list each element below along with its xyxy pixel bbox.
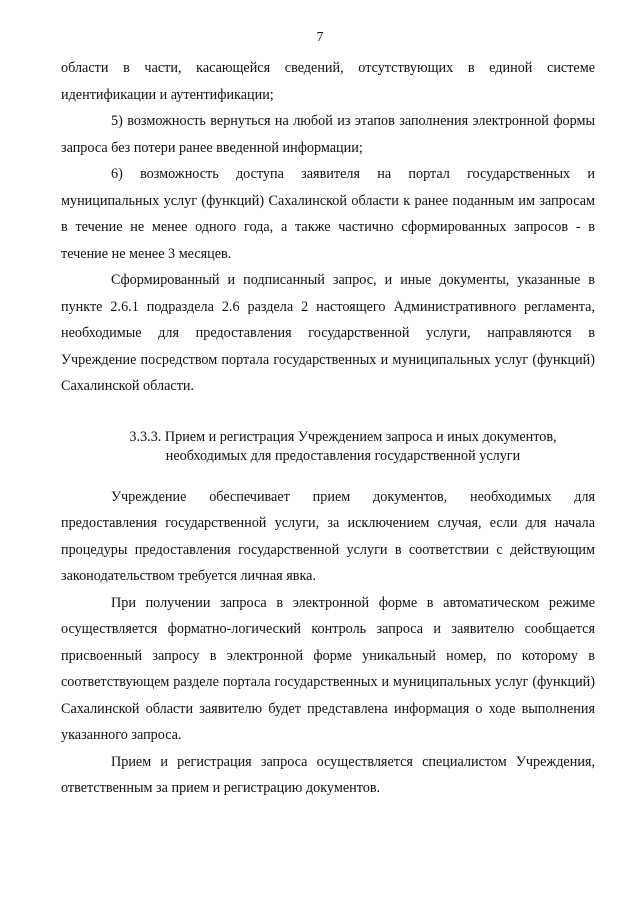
section-heading <box>61 428 595 467</box>
paragraph-registration: Прием и регистрация запроса осуществляется специалистом Учреждения, ответственным за прием и регистрацию документов. <box>61 753 595 796</box>
paragraph-continuation: области в части, касающейся сведений, отсутствующих в единой системе идентификации и аутентификации; <box>61 60 595 103</box>
paragraph-document-acceptance: Учреждение обеспечивает прием документов, необходимых для предоставления государственной услуги, за исключением случая, если для начала процедуры предоставления государственной услуги в соответствии с действующим законодательством требуется личная явка. <box>61 488 595 584</box>
paragraph-request-submission: Сформированный и подписанный запрос, и иные документы, указанные в пункте 2.6.1 подраздела 2.6 раздела 2 настоящего Административного регламента, необходимые для предоставления государственной услуги, направляются в Учреждение посредством портала государственных и муниципальных услуг (функций) Сахалинской области. <box>61 272 595 394</box>
section-heading-line-1: 3.3.3. Прием и регистрация Учреждением запроса и иных документов, <box>129 428 557 445</box>
paragraph-electronic-request: При получении запроса в электронной форме в автоматическом режиме осуществляется форматно-логический контроль запроса и заявителю сообщается присвоенный запросу в электронной форме уникальный номер, по которому в соответствующем разделе портала государственных и муниципальных услуг (функций) Сахалинской области заявителю будет представлена информация о ходе выполнения указанного запроса. <box>61 594 595 743</box>
page-number: 7 <box>316 30 324 45</box>
paragraph-item-5: 5) возможность вернуться на любой из этапов заполнения электронной формы запроса без потери ранее введенной информации; <box>61 113 595 156</box>
section-heading-line-2: необходимых для предоставления государственной услуги <box>165 448 521 464</box>
document-body <box>61 55 595 802</box>
paragraph-item-6: 6) возможность доступа заявителя на портал государственных и муниципальных услуг (функций) Сахалинской области к ранее поданным им запросам в течение не менее одного года, а также частично сформированных запросов - в течение не менее 3 месяцев. <box>61 166 595 262</box>
